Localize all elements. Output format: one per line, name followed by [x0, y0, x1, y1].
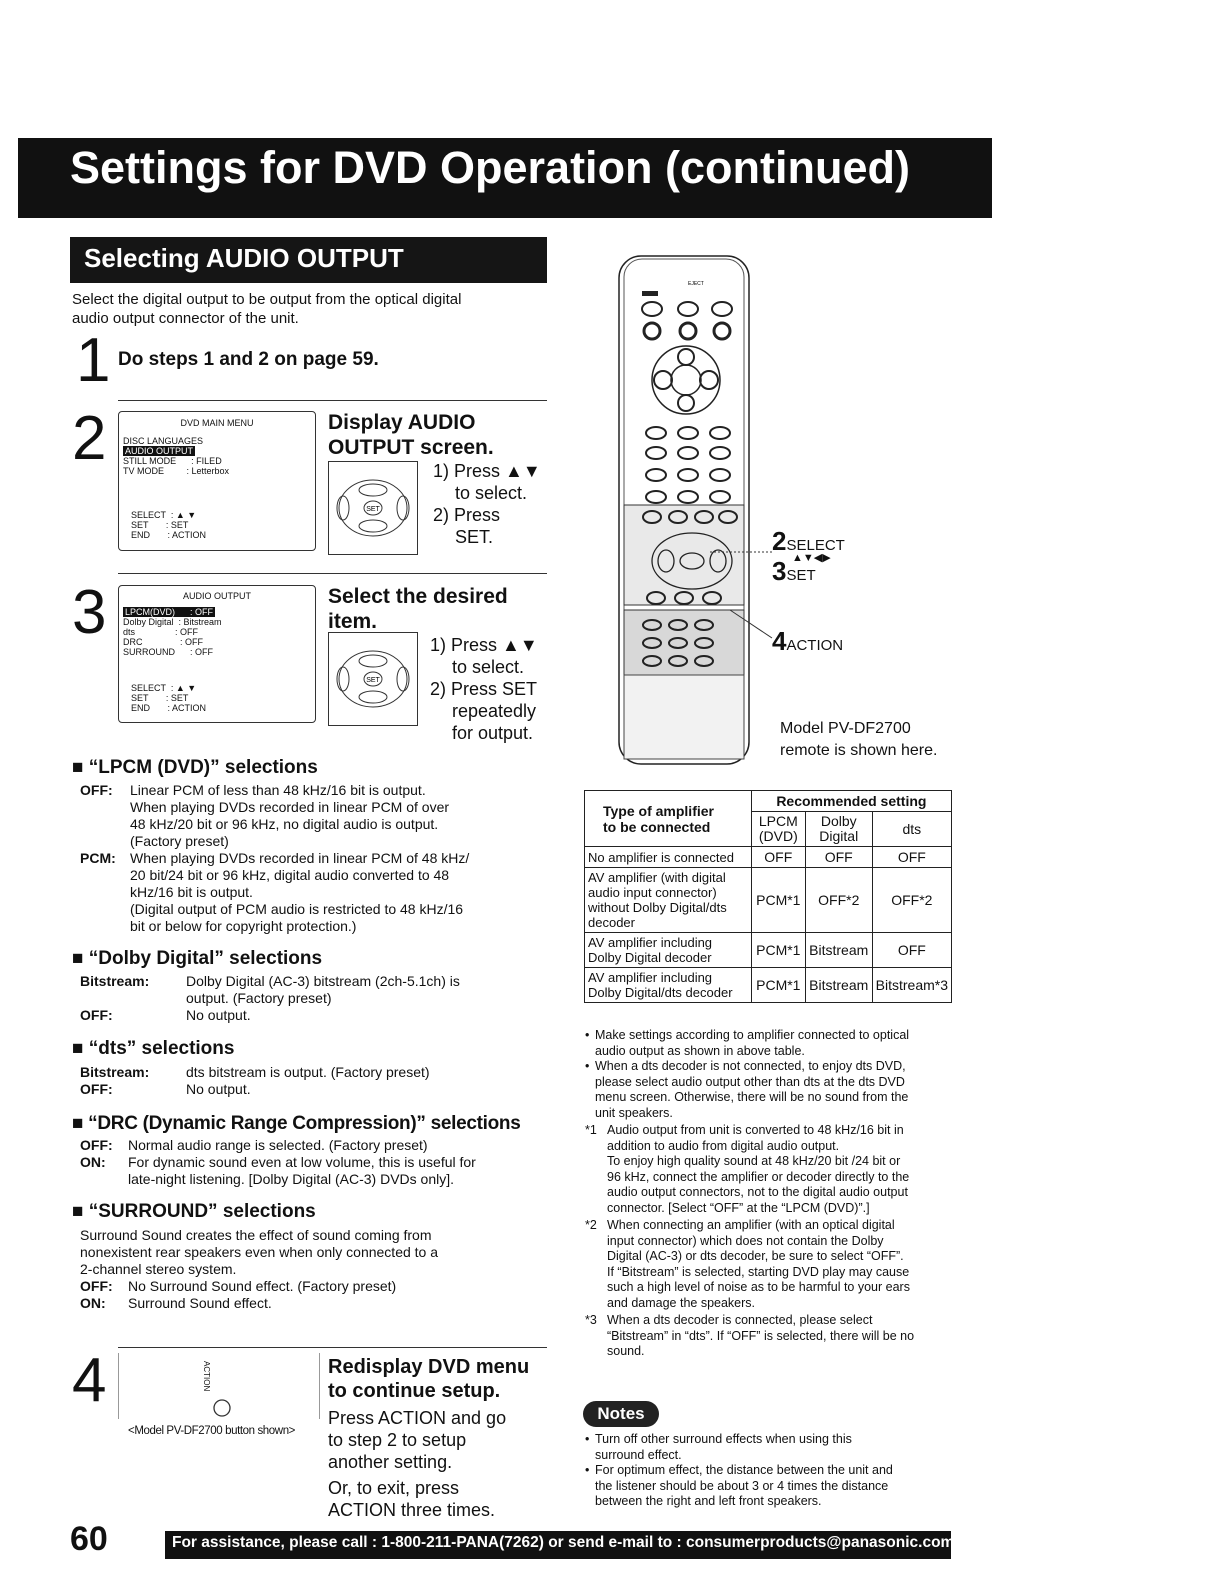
- surround-heading: ■ “SURROUND” selections: [72, 1201, 316, 1222]
- option-line: When playing DVDs recorded in linear PCM of over: [130, 799, 450, 815]
- option-line: nonexistent rear speakers even when only connected to a: [80, 1244, 439, 1260]
- footnote-line: and damage the speakers.: [607, 1295, 756, 1310]
- footer-contact: For assistance, please call : 1-800-211-PANA(7262) or send e-mail to : consumerproducts@panasonic.com: [172, 1534, 955, 1551]
- bullet-line: unit speakers.: [595, 1105, 673, 1120]
- instr-line: Or, to exit, press: [328, 1478, 460, 1498]
- instr-line: for output.: [452, 723, 534, 743]
- osd-row: STILL MODE : FILED: [123, 456, 222, 466]
- table-cell: PCM*1: [751, 968, 805, 1003]
- cell-line: Dolby Digital decoder: [588, 950, 712, 965]
- osd-title: DVD MAIN MENU: [180, 418, 254, 428]
- footnote-line: such a high level of noise as to be harmful to your ears: [607, 1280, 910, 1294]
- option-line: Linear PCM of less than 48 kHz/16 bit is output.: [130, 782, 426, 798]
- col-line: Dolby: [820, 813, 857, 829]
- option-line: bit or below for copyright protection.): [130, 918, 357, 934]
- table-cell: OFF*2: [872, 868, 951, 933]
- table-cell: Bitstream*3: [872, 968, 951, 1003]
- step-1-number: 1: [76, 326, 111, 395]
- option-line: (Digital output of PCM audio is restricted to 48 kHz/16: [130, 901, 464, 917]
- footnote-line: Audio output from unit is converted to 48 kHz/16 bit in: [607, 1123, 904, 1137]
- note-line: surround effect.: [595, 1447, 682, 1462]
- table-col-dts: dts: [872, 812, 951, 847]
- bullet-line: audio output as shown in above table.: [595, 1043, 805, 1058]
- caption-line: remote is shown here.: [780, 742, 938, 759]
- osd-row: dts : OFF: [123, 627, 199, 637]
- footnote-line: 96 kHz, connect the amplifier or decoder directly to the: [607, 1169, 910, 1184]
- option-line: 2-channel stereo system.: [80, 1261, 237, 1277]
- table-col-lpcm: [751, 812, 805, 847]
- osd-row: DRC : OFF: [123, 637, 204, 647]
- footnote-line: When a dts decoder is connected, please select: [607, 1313, 873, 1327]
- page-number: 60: [70, 1520, 108, 1558]
- notes-list: [585, 1432, 975, 1510]
- svg-text:SET: SET: [366, 506, 380, 513]
- osd-dvd-main-menu: [118, 411, 316, 551]
- footnote-mark: *2: [585, 1218, 597, 1232]
- step-2-number: 2: [72, 404, 107, 473]
- note-item: [585, 1463, 975, 1510]
- cell-line: AV amplifier (with digital: [588, 870, 726, 885]
- footnote-mark: *1: [585, 1123, 597, 1137]
- osd-audio-output: [118, 585, 316, 723]
- table-cell: OFF*2: [805, 868, 872, 933]
- drc-body: [80, 1137, 550, 1188]
- divider: [118, 400, 547, 401]
- step-3-instructions: [430, 634, 538, 744]
- col-line: (DVD): [758, 828, 798, 844]
- heading-line: Display AUDIO: [328, 411, 476, 434]
- table-cell: OFF: [872, 847, 951, 868]
- option-key: ON:: [80, 1295, 106, 1311]
- instr-line: 1) Press ▲▼: [430, 635, 538, 655]
- instr-line: 1) Press ▲▼: [433, 461, 541, 481]
- osd-footer-row: SET : SET: [131, 693, 189, 703]
- joystick-illustration: [328, 461, 418, 555]
- osd-row: DISC LANGUAGES: [123, 436, 204, 446]
- bullet-line: Make settings according to amplifier connected to optical: [595, 1028, 910, 1042]
- osd-footer-row: SELECT : ▲ ▼: [131, 683, 197, 693]
- heading-line: Redisplay DVD menu: [328, 1356, 530, 1378]
- osd-footer-row: SET : SET: [131, 520, 189, 530]
- table-header-type: [585, 791, 752, 847]
- heading-line: Select the desired: [328, 585, 508, 608]
- table-cell: Bitstream: [805, 968, 872, 1003]
- lpcm-body: [80, 782, 540, 935]
- amplifier-table: [584, 790, 952, 1003]
- option-line: dts bitstream is output. (Factory preset): [186, 1064, 430, 1080]
- footnote-line: addition to audio from digital audio output.: [607, 1138, 840, 1153]
- remote-illustration: [618, 255, 750, 765]
- osd-footer-row: SELECT : ▲ ▼: [131, 510, 197, 520]
- cell-line: audio input connector): [588, 885, 717, 900]
- label-text: ACTION: [786, 637, 844, 654]
- dts-body: [80, 1064, 540, 1098]
- intro-line: audio output connector of the unit.: [72, 310, 299, 327]
- osd-row: Dolby Digital : Bitstream: [123, 617, 222, 627]
- bullet-dot: •: [585, 1463, 590, 1477]
- option-line: For dynamic sound even at low volume, this is useful for: [128, 1154, 476, 1170]
- step-4-instructions: [328, 1407, 506, 1521]
- action-button-label: ACTION: [202, 1361, 211, 1392]
- bullet-dot: •: [585, 1028, 590, 1042]
- bullet-line: When a dts decoder is not connected, to enjoy dts DVD,: [595, 1059, 906, 1073]
- option-key: Bitstream:: [80, 1064, 150, 1080]
- section-title: Selecting AUDIO OUTPUT: [84, 243, 404, 273]
- osd-row: TV MODE : Letterbox: [123, 466, 230, 476]
- intro-text: [72, 290, 461, 328]
- table-row: [585, 847, 952, 868]
- note-line: Turn off other surround effects when using this: [595, 1432, 852, 1446]
- instr-line: 2) Press: [433, 505, 501, 525]
- osd-footer-row: END : ACTION: [131, 530, 207, 540]
- table-row: [585, 868, 952, 933]
- page-title: Settings for DVD Operation (continued): [70, 142, 910, 193]
- label-number: 3: [772, 556, 787, 586]
- remote-label-set: [772, 556, 816, 587]
- drc-heading: ■ “DRC (Dynamic Range Compression)” selections: [72, 1113, 521, 1134]
- footnote: [585, 1123, 980, 1216]
- label-text: SELECT: [786, 537, 845, 554]
- header-line: Type of amplifier: [603, 802, 714, 819]
- col-line: LPCM: [758, 813, 798, 829]
- heading-line: OUTPUT screen.: [328, 436, 494, 459]
- table-cell-type: [585, 933, 752, 968]
- instr-line: Press ACTION and go: [328, 1408, 507, 1428]
- label-number: 4: [772, 626, 787, 656]
- footnote-line: If “Bitstream” is selected, starting DVD play may cause: [607, 1264, 910, 1279]
- table-cell: OFF: [751, 847, 805, 868]
- osd-row-highlighted: LPCM(DVD) : OFF: [125, 607, 214, 617]
- step-2-instructions: [433, 460, 541, 548]
- step-4-heading: [328, 1355, 529, 1403]
- instr-line: to select.: [455, 483, 528, 503]
- option-line: (Factory preset): [130, 833, 229, 849]
- footnote-line: “Bitstream” in “dts”. If “OFF” is selected, there will be no: [607, 1328, 915, 1343]
- divider: [118, 1347, 547, 1348]
- instr-line: ACTION three times.: [328, 1500, 496, 1520]
- footnote: [585, 1218, 980, 1311]
- option-line: output. (Factory preset): [186, 990, 332, 1006]
- caption-line: Model PV-DF2700: [780, 720, 911, 737]
- table-header-recommended: Recommended setting: [751, 791, 951, 812]
- remote-label-action: [772, 626, 843, 657]
- option-key: ON:: [80, 1154, 106, 1170]
- option-line: No output.: [186, 1007, 251, 1023]
- instr-line: another setting.: [328, 1452, 453, 1472]
- footnote-line: audio output connectors, not to the digital audio output: [607, 1185, 908, 1199]
- heading-line: to continue setup.: [328, 1380, 501, 1402]
- step-1-text: Do steps 1 and 2 on page 59.: [118, 349, 379, 370]
- option-key: Bitstream:: [80, 973, 150, 989]
- step-3-heading: [328, 584, 508, 634]
- bullet-line: please select audio output other than dts at the dts DVD: [595, 1074, 905, 1089]
- instr-line: 2) Press SET: [430, 679, 538, 699]
- joystick-icon: [329, 633, 417, 725]
- bullet-item: [585, 1028, 980, 1059]
- dts-heading: ■ “dts” selections: [72, 1038, 235, 1059]
- col-line: Digital: [819, 828, 859, 844]
- table-cell: PCM*1: [751, 868, 805, 933]
- osd-title: AUDIO OUTPUT: [182, 591, 251, 601]
- table-cell: Bitstream: [805, 933, 872, 968]
- table-notes: [585, 1028, 980, 1360]
- remote-leader-lines: [700, 530, 780, 650]
- bullet-dot: •: [585, 1059, 590, 1073]
- osd-footer-row: END : ACTION: [131, 703, 207, 713]
- table-cell: PCM*1: [751, 933, 805, 968]
- action-button-illustration: [118, 1353, 320, 1419]
- footnote-line: When connecting an amplifier (with an optical digital: [607, 1218, 895, 1232]
- cell-line: without Dolby Digital/dts: [588, 900, 727, 915]
- instr-line: to step 2 to setup: [328, 1430, 467, 1450]
- footnote-mark: *3: [585, 1313, 597, 1327]
- joystick-icon: [329, 462, 417, 554]
- table-cell: OFF: [805, 847, 872, 868]
- option-line: late-night listening. [Dolby Digital (AC-3) DVDs only].: [128, 1171, 455, 1187]
- remote-control-icon: [618, 255, 750, 765]
- option-line: Surround Sound effect.: [128, 1295, 272, 1311]
- option-line: 48 kHz/20 bit or 96 kHz, no digital audio is output.: [130, 816, 439, 832]
- action-button-icon: [211, 1397, 233, 1419]
- notes-badge: Notes: [583, 1401, 659, 1427]
- step-4-number: 4: [72, 1346, 107, 1415]
- joystick-illustration: [328, 632, 418, 726]
- bullet-line: menu screen. Otherwise, there will be no sound from the: [595, 1090, 909, 1104]
- osd-row: SURROUND : OFF: [123, 647, 213, 657]
- svg-text:EJECT: EJECT: [688, 281, 704, 287]
- cell-line: decoder: [588, 915, 635, 930]
- step-3-number: 3: [72, 578, 107, 647]
- option-line: Surround Sound creates the effect of sound coming from: [80, 1227, 432, 1243]
- option-key: OFF:: [80, 1007, 113, 1023]
- svg-text:SET: SET: [366, 677, 380, 684]
- table-row: [585, 933, 952, 968]
- option-key: OFF:: [80, 1278, 113, 1294]
- option-key: OFF:: [80, 782, 113, 798]
- button-caption: <Model PV-DF2700 button shown>: [128, 1425, 296, 1437]
- heading-line: item.: [328, 610, 378, 633]
- table-cell-type: [585, 868, 752, 933]
- footnote-line: input connector) which does not contain the Dolby: [607, 1233, 884, 1248]
- note-line: the listener should be about 3 or 4 times the distance: [595, 1478, 889, 1493]
- cell-line: AV amplifier including: [588, 935, 713, 950]
- option-key: PCM:: [80, 850, 116, 866]
- intro-line: Select the digital output to be output from the optical digital: [72, 291, 462, 308]
- remote-label-arrows: ▲▼◀▶: [792, 552, 831, 564]
- note-item: [585, 1432, 975, 1463]
- dolby-heading: ■ “Dolby Digital” selections: [72, 948, 323, 969]
- table-row: [585, 968, 952, 1003]
- remote-caption: [780, 718, 937, 762]
- divider: [118, 573, 547, 574]
- option-line: Normal audio range is selected. (Factory preset): [128, 1137, 428, 1153]
- instr-line: SET.: [455, 527, 494, 547]
- label-number: 2: [772, 526, 787, 556]
- note-line: For optimum effect, the distance between the unit and: [595, 1463, 893, 1477]
- option-key: OFF:: [80, 1137, 113, 1153]
- option-line: Dolby Digital (AC-3) bitstream (2ch-5.1ch) is: [186, 973, 460, 989]
- label-text: SET: [786, 567, 816, 584]
- footnote: [585, 1313, 980, 1360]
- option-line: No output.: [186, 1081, 251, 1097]
- instr-line: repeatedly: [452, 701, 537, 721]
- option-line: kHz/16 bit is output.: [130, 884, 253, 900]
- footnote-line: To enjoy high quality sound at 48 kHz/20 bit /24 bit or: [607, 1154, 901, 1168]
- option-line: 20 bit/24 bit or 96 kHz, digital audio converted to 48: [130, 867, 450, 883]
- table-col-dolby: [805, 812, 872, 847]
- footnote-line: sound.: [607, 1344, 645, 1358]
- option-line: When playing DVDs recorded in linear PCM of 48 kHz/: [130, 850, 470, 866]
- bullet-item: [585, 1059, 980, 1121]
- bullet-dot: •: [585, 1432, 590, 1446]
- table-cell-type: No amplifier is connected: [585, 847, 752, 868]
- lpcm-heading: ■ “LPCM (DVD)” selections: [72, 757, 318, 778]
- header-line: to be connected: [603, 818, 711, 835]
- surround-body: [80, 1227, 550, 1312]
- dolby-body: [80, 973, 540, 1024]
- note-line: between the right and left front speakers.: [595, 1494, 822, 1508]
- osd-row-highlighted: AUDIO OUTPUT: [125, 446, 194, 456]
- option-key: OFF:: [80, 1081, 113, 1097]
- footnote-line: Digital (AC-3) or dts decoder, be sure to select “OFF”.: [607, 1249, 904, 1263]
- table-cell: OFF: [872, 933, 951, 968]
- footnote-line: connector. [Select “OFF” at the “LPCM (DVD)”.]: [607, 1200, 870, 1215]
- step-2-heading: [328, 410, 494, 460]
- cell-line: AV amplifier including: [588, 970, 713, 985]
- table-cell-type: [585, 968, 752, 1003]
- cell-line: Dolby Digital/dts decoder: [588, 985, 733, 1000]
- option-line: No Surround Sound effect. (Factory preset): [128, 1278, 397, 1294]
- instr-line: to select.: [452, 657, 525, 677]
